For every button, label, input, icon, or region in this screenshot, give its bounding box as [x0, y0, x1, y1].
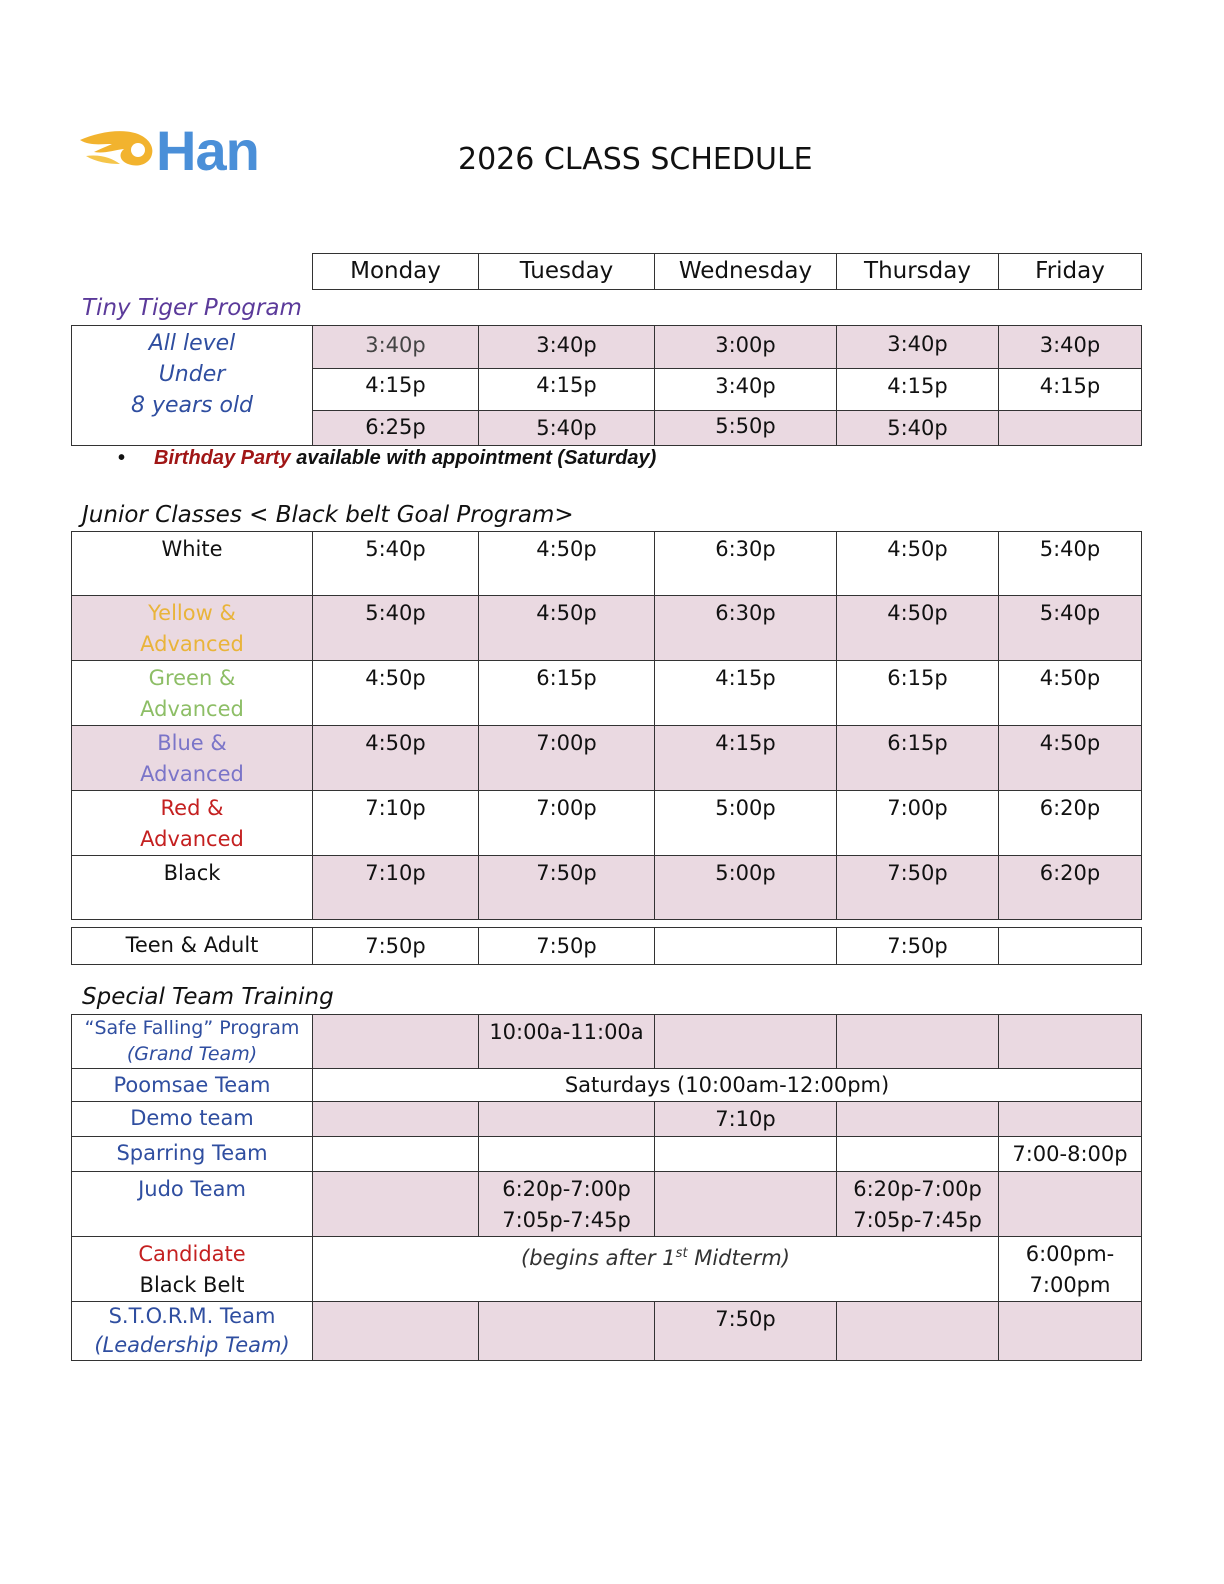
time-cell: 7:00p: [479, 726, 655, 791]
empty-cell: [999, 1302, 1142, 1361]
time-cell: 5:00p: [655, 856, 837, 920]
time-cell: 4:50p: [999, 726, 1142, 791]
time-cell: 3:40p: [313, 326, 479, 369]
belt-label-black: Black: [72, 856, 313, 920]
time-cell: 7:50p: [655, 1302, 837, 1361]
time-cell: 4:15p: [313, 369, 479, 411]
bullet: •: [118, 447, 126, 469]
time-cell: 5:40p: [313, 532, 479, 596]
tiny-tiger-title: Tiny Tiger Program: [82, 295, 302, 321]
time-cell: 6:25p: [313, 411, 479, 446]
time-cell: 10:00a-11:00a: [479, 1015, 655, 1069]
empty-cell: [837, 1102, 999, 1137]
day-header: Wednesday: [655, 254, 837, 290]
junior-title: Junior Classes < Black belt Goal Program>: [82, 502, 574, 528]
time-cell: 6:20p: [999, 791, 1142, 856]
time-cell: 6:20p-7:00p 7:05p-7:45p: [837, 1172, 999, 1237]
time-cell: 7:00p: [837, 791, 999, 856]
time-cell: 6:15p: [837, 726, 999, 791]
empty-cell: [479, 1102, 655, 1137]
empty-cell: [655, 1137, 837, 1172]
belt-label-red: Red & Advanced: [72, 791, 313, 856]
time-cell: 4:15p: [999, 369, 1142, 411]
empty-cell: [655, 1015, 837, 1069]
candidate-label: Candidate Black Belt: [72, 1237, 313, 1302]
empty-cell: [837, 1302, 999, 1361]
empty-cell: [313, 1302, 479, 1361]
time-cell: 4:15p: [479, 369, 655, 411]
storm-label: S.T.O.R.M. Team (Leadership Team): [72, 1302, 313, 1361]
judo-label: Judo Team: [72, 1172, 313, 1237]
time-cell: 7:50p: [479, 856, 655, 920]
empty-cell: [313, 1137, 479, 1172]
time-cell: 5:40p: [999, 532, 1142, 596]
time-cell: 6:30p: [655, 532, 837, 596]
poomsae-label: Poomsae Team: [72, 1069, 313, 1102]
time-cell: 4:50p: [837, 532, 999, 596]
time-cell: 5:40p: [837, 411, 999, 446]
teen-adult-table: [71, 927, 1142, 965]
time-cell: 7:50p: [837, 928, 999, 965]
teen-adult-label: Teen & Adult: [72, 928, 313, 965]
birthday-note-text: available with appointment (Saturday): [290, 447, 657, 469]
time-cell: 7:00p: [479, 791, 655, 856]
empty-cell: [479, 1302, 655, 1361]
time-cell: 4:50p: [479, 532, 655, 596]
day-header: Tuesday: [479, 254, 655, 290]
time-cell: 3:40p: [655, 369, 837, 411]
day-header: Monday: [313, 254, 479, 290]
time-cell: 6:20p-7:00p 7:05p-7:45p: [479, 1172, 655, 1237]
candidate-note: (begins after 1st Midterm): [313, 1237, 999, 1302]
empty-cell: [999, 1172, 1142, 1237]
time-cell: 7:50p: [837, 856, 999, 920]
time-cell: 6:15p: [837, 661, 999, 726]
tiny-tiger-label: All level Under 8 years old: [72, 326, 313, 446]
empty-cell: [479, 1137, 655, 1172]
time-cell: 3:40p: [837, 326, 999, 369]
time-cell: 7:10p: [313, 791, 479, 856]
belt-label-white: White: [72, 532, 313, 596]
time-cell: 5:40p: [479, 411, 655, 446]
time-cell: [999, 411, 1142, 446]
time-cell: 4:15p: [655, 726, 837, 791]
belt-label-blue: Blue & Advanced: [72, 726, 313, 791]
empty-cell: [655, 1172, 837, 1237]
time-cell: 4:50p: [313, 726, 479, 791]
time-cell: 6:20p: [999, 856, 1142, 920]
time-cell: 4:50p: [479, 596, 655, 661]
time-cell: 6:00pm- 7:00pm: [999, 1237, 1142, 1302]
empty-cell: [313, 1172, 479, 1237]
time-cell: 5:00p: [655, 791, 837, 856]
empty-cell: [837, 1015, 999, 1069]
page-title: 2026 CLASS SCHEDULE: [458, 142, 813, 177]
time-cell: [999, 928, 1142, 965]
time-cell: 5:40p: [999, 596, 1142, 661]
time-cell: 4:50p: [313, 661, 479, 726]
han-logo: [78, 118, 308, 184]
time-cell: 6:15p: [479, 661, 655, 726]
time-cell: 4:15p: [655, 661, 837, 726]
poomsae-schedule: Saturdays (10:00am-12:00pm): [313, 1069, 1142, 1102]
junior-table: [71, 531, 1142, 920]
time-cell: 4:50p: [837, 596, 999, 661]
time-cell: 7:10p: [655, 1102, 837, 1137]
day-header-table: [312, 253, 1142, 290]
time-cell: 5:50p: [655, 411, 837, 446]
time-cell: 7:10p: [313, 856, 479, 920]
belt-label-green: Green & Advanced: [72, 661, 313, 726]
empty-cell: [999, 1015, 1142, 1069]
time-cell: 3:40p: [999, 326, 1142, 369]
belt-label-yellow: Yellow & Advanced: [72, 596, 313, 661]
special-title: Special Team Training: [82, 984, 334, 1010]
birthday-party-label: Birthday Party: [154, 447, 291, 469]
brand-name: Han: [156, 119, 259, 182]
demo-label: Demo team: [72, 1102, 313, 1137]
empty-cell: [999, 1102, 1142, 1137]
special-table: [71, 1014, 1142, 1361]
time-cell: 3:00p: [655, 326, 837, 369]
time-cell: [655, 928, 837, 965]
time-cell: 7:00-8:00p: [999, 1137, 1142, 1172]
time-cell: 7:50p: [313, 928, 479, 965]
day-header: Friday: [999, 254, 1142, 290]
time-cell: 5:40p: [313, 596, 479, 661]
birthday-note: [118, 444, 656, 472]
time-cell: 4:15p: [837, 369, 999, 411]
safe-falling-label: “Safe Falling” Program (Grand Team): [72, 1015, 313, 1069]
day-header: Thursday: [837, 254, 999, 290]
sparring-label: Sparring Team: [72, 1137, 313, 1172]
tiny-tiger-table: [71, 325, 1142, 446]
empty-cell: [313, 1015, 479, 1069]
empty-cell: [313, 1102, 479, 1137]
empty-cell: [837, 1137, 999, 1172]
time-cell: 3:40p: [479, 326, 655, 369]
time-cell: 7:50p: [479, 928, 655, 965]
time-cell: 6:30p: [655, 596, 837, 661]
time-cell: 4:50p: [999, 661, 1142, 726]
flame-icon: [78, 118, 156, 184]
